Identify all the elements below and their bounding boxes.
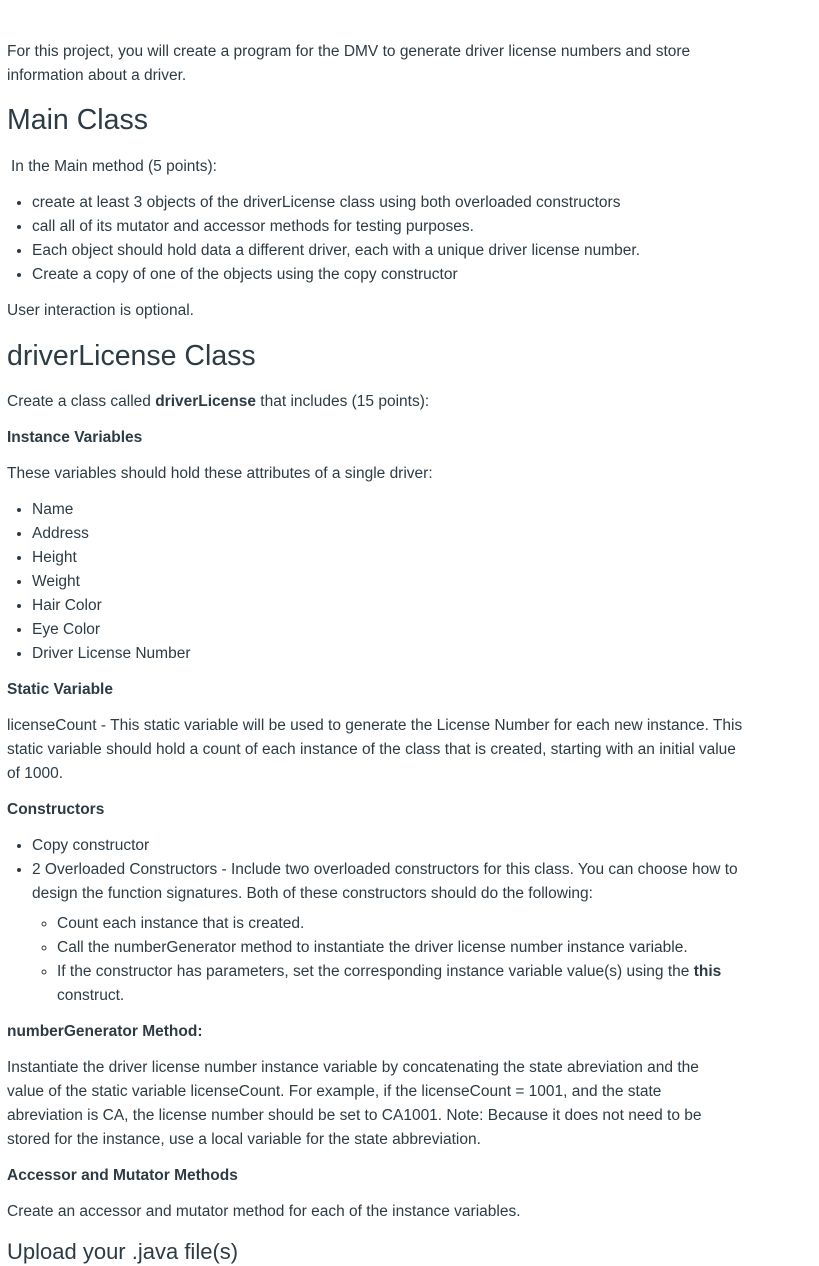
intro-paragraph: For this project, you will create a program for the DMV to generate driver license numbers and store information about a driver. [7, 43, 691, 84]
intro-prefix: Create a class called [7, 393, 156, 410]
accessor-mutator-text: Create an accessor and mutator method for each of the instance variables. [7, 1203, 521, 1220]
instance-variables-lead: These variables should hold these attributes of a single driver: [7, 465, 433, 482]
list-item: • Hair Color [32, 594, 772, 618]
constructors-list [7, 834, 752, 1008]
list-item [32, 858, 752, 1008]
upload-heading: Upload your .java file(s) [7, 1239, 239, 1264]
main-method-list [7, 191, 772, 287]
instance-variables-list [7, 498, 772, 666]
intro-suffix: that includes (15 points): [256, 393, 430, 410]
list-item: • Height [32, 546, 772, 570]
list-item: ◦ Call the numberGenerator method to instantiate the driver license number instance variable. [57, 936, 752, 960]
list-item: • Weight [32, 570, 772, 594]
list-item: • Name [32, 498, 772, 522]
list-item: • Create a copy of one of the objects using the copy constructor [32, 263, 772, 287]
accessor-mutator-heading: Accessor and Mutator Methods [7, 1167, 238, 1184]
number-generator-text: Instantiate the driver license number instance variable by concatenating the state abreviation and the value of the static variable licenseCount. For example, if the licenseCount = 1001, and the state abreviation is CA, the license number should be set to CA1001. Note: Because it does not need to be stored for the instance, use a local variable for the state abbreviation. [7, 1059, 702, 1148]
main-method-lead: In the Main method (5 points): [11, 158, 217, 175]
list-item: • Copy constructor [32, 834, 752, 858]
list-item: • call all of its mutator and accessor methods for testing purposes. [32, 215, 772, 239]
list-item: • Each object should hold data a different driver, each with a unique driver license number. [32, 239, 772, 263]
list-item: • create at least 3 objects of the driverLicense class using both overloaded constructors [32, 191, 772, 215]
main-class-heading: Main Class [7, 104, 148, 136]
this-keyword: this [693, 963, 722, 980]
static-variable-heading: Static Variable [7, 681, 113, 698]
constructor-requirements-list [32, 912, 752, 1008]
class-name-bold: driverLicense [155, 393, 256, 410]
list-item: • Eye Color [32, 618, 772, 642]
driver-license-intro [7, 390, 429, 414]
static-variable-text: licenseCount - This static variable will be used to generate the License Number for each new instance. This static variable should hold a count of each instance of the class that is created, starting with an initial value of 1000. [7, 717, 743, 782]
list-item: • Address [32, 522, 772, 546]
overloaded-constructors-text: 2 Overloaded Constructors - Include two overloaded constructors for this class. You can choose how to design the function signatures. Both of these constructors should do the following: [32, 861, 738, 902]
list-item: • Driver License Number [32, 642, 772, 666]
this-construct-prefix: If the constructor has parameters, set the corresponding instance variable value(s) using the [57, 963, 694, 980]
constructors-heading: Constructors [7, 801, 105, 818]
list-item: ◦ Count each instance that is created. [57, 912, 752, 936]
number-generator-heading: numberGenerator Method: [7, 1023, 203, 1040]
driver-license-class-heading: driverLicense Class [7, 340, 256, 372]
this-construct-suffix: construct. [57, 987, 125, 1004]
user-interaction-note: User interaction is optional. [7, 302, 194, 319]
instance-variables-heading: Instance Variables [7, 429, 143, 446]
list-item [57, 960, 752, 1008]
